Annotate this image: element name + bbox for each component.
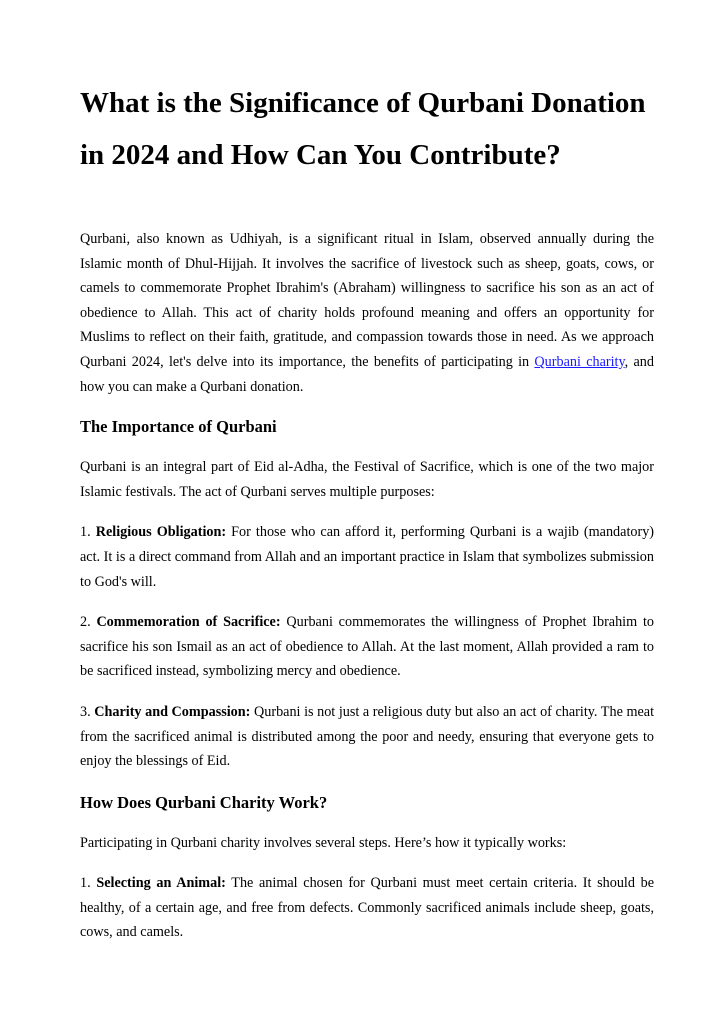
item-number: 1. (80, 524, 91, 541)
page-title: What is the Significance of Qurbani Donation in 2024 and How Can You Contribute? (80, 87, 646, 171)
qurbani-charity-link[interactable]: Qurbani charity (534, 353, 625, 370)
how-it-works-heading: How Does Qurbani Charity Work? (80, 792, 328, 812)
item-text: Qurbani is not just a religious duty but also an act of charity. The meat from the sacrificed animal is distributed among the poor and needy, ensuring that everyone gets to enjoy the blessings of Eid. (80, 703, 655, 770)
importance-item-1 (80, 520, 654, 594)
intro-text-end: , and how you can make a Qurbani donation. (80, 353, 654, 395)
item-text: For those who can afford it, performing Qurbani is a wajib (mandatory) act. It is a direct command from Allah and an important practice in Islam that symbolizes submission to God's will. (80, 524, 655, 590)
importance-lead-paragraph: Qurbani is an integral part of Eid al-Adha, the Festival of Sacrifice, which is one of the two major Islamic festivals. The act of Qurbani serves multiple purposes: (80, 459, 654, 500)
item-label: Charity and Compassion: (94, 703, 251, 720)
item-number: 2. (80, 614, 91, 631)
importance-item-3 (80, 700, 654, 774)
item-text: The animal chosen for Qurbani must meet certain criteria. It should be healthy, of a certain age, and free from defects. Commonly sacrificed animals include sheep, goats, cows, and camels. (80, 875, 655, 941)
item-number: 1. (80, 875, 91, 892)
item-label: Selecting an Animal: (96, 875, 226, 892)
item-number: 3. (80, 703, 91, 720)
item-label: Religious Obligation: (95, 524, 227, 541)
intro-paragraph (80, 227, 654, 399)
item-text: Qurbani commemorates the willingness of Prophet Ibrahim to sacrifice his son Ismail as an act of obedience to Allah. At the last moment, Allah provided a ram to be sacrificed instead, symbolizing mercy and obedience. (80, 614, 654, 680)
item-label: Commemoration of Sacrifice: (96, 614, 281, 631)
how-it-works-item-1 (80, 871, 654, 945)
importance-item-2 (80, 610, 654, 684)
importance-heading: The Importance of Qurbani (80, 417, 277, 437)
intro-text-start: Qurbani, also known as Udhiyah, is a significant ritual in Islam, observed annually during the Islamic month of Dhul-Hijjah. It involves the sacrifice of livestock such as sheep, goats, cows, or camels to commemorate Prophet Ibrahim's (Abraham) willingness to sacrifice his son as an act of obedience to Allah. This act of charity holds profound meaning and offers an opportunity for Muslims to reflect on their faith, gratitude, and compassion towards those in need. As we approach Qurbani 2024, let's delve into its importance, the benefits of participating in (80, 231, 654, 370)
how-it-works-lead-paragraph: Participating in Qurbani charity involves several steps. Here’s how it typically works: (80, 834, 567, 851)
